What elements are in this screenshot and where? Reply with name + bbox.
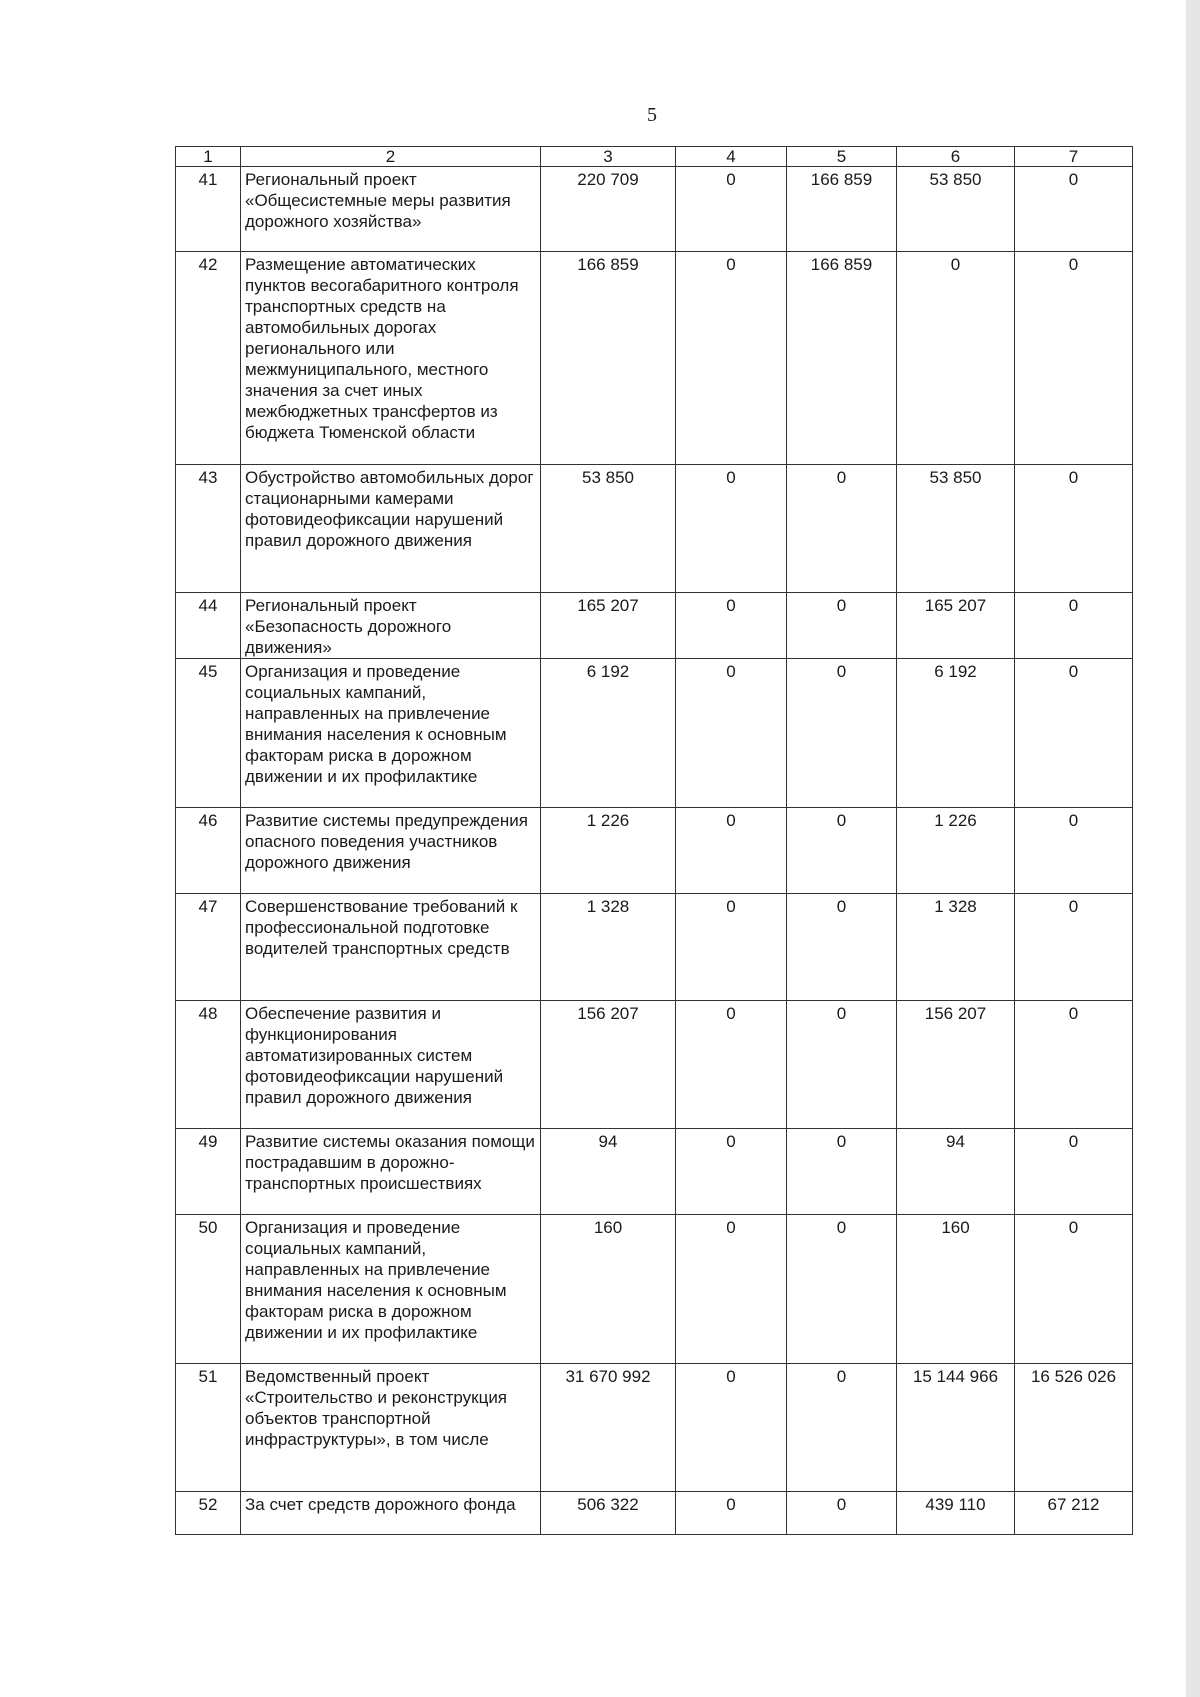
- cell-col5: 0: [787, 659, 897, 808]
- budget-table: [175, 146, 1133, 1535]
- table-row: [176, 167, 1133, 252]
- cell-col4: 0: [676, 465, 787, 593]
- cell-col7: 0: [1015, 252, 1133, 465]
- cell-col6: 53 850: [897, 167, 1015, 252]
- cell-col7: 0: [1015, 1129, 1133, 1215]
- cell-col4: 0: [676, 1364, 787, 1492]
- cell-col7: 0: [1015, 465, 1133, 593]
- cell-col3: 166 859: [541, 252, 676, 465]
- table-row: [176, 1129, 1133, 1215]
- row-number: 42: [176, 252, 241, 465]
- row-number: 50: [176, 1215, 241, 1364]
- cell-col7: 0: [1015, 808, 1133, 894]
- cell-col4: 0: [676, 808, 787, 894]
- cell-col5: 0: [787, 1492, 897, 1535]
- column-header: 4: [676, 147, 787, 167]
- cell-col3: 31 670 992: [541, 1364, 676, 1492]
- column-header: 7: [1015, 147, 1133, 167]
- table-row: [176, 1001, 1133, 1129]
- cell-col4: 0: [676, 1129, 787, 1215]
- column-header: 3: [541, 147, 676, 167]
- cell-col6: 6 192: [897, 659, 1015, 808]
- cell-col6: 94: [897, 1129, 1015, 1215]
- cell-col3: 1 328: [541, 894, 676, 1001]
- row-number: 51: [176, 1364, 241, 1492]
- row-number: 45: [176, 659, 241, 808]
- table-row: [176, 808, 1133, 894]
- cell-col6: 156 207: [897, 1001, 1015, 1129]
- row-title: Региональный проект «Безопасность дорожного движения»: [241, 593, 541, 659]
- row-number: 43: [176, 465, 241, 593]
- cell-col6: 0: [897, 252, 1015, 465]
- row-title: Совершенствование требований к профессиональной подготовке водителей транспортных средств: [241, 894, 541, 1001]
- row-number: 48: [176, 1001, 241, 1129]
- row-number: 49: [176, 1129, 241, 1215]
- cell-col7: 0: [1015, 659, 1133, 808]
- cell-col5: 0: [787, 1215, 897, 1364]
- cell-col7: 0: [1015, 894, 1133, 1001]
- cell-col4: 0: [676, 1215, 787, 1364]
- row-title: Обеспечение развития и функционирования автоматизированных систем фотовидеофиксации нарушений правил дорожного движения: [241, 1001, 541, 1129]
- cell-col4: 0: [676, 894, 787, 1001]
- cell-col3: 1 226: [541, 808, 676, 894]
- cell-col3: 94: [541, 1129, 676, 1215]
- cell-col5: 166 859: [787, 167, 897, 252]
- column-header: 1: [176, 147, 241, 167]
- cell-col4: 0: [676, 167, 787, 252]
- row-title: Ведомственный проект «Строительство и реконструкция объектов транспортной инфраструктуры», в том числе: [241, 1364, 541, 1492]
- cell-col7: 0: [1015, 593, 1133, 659]
- cell-col5: 0: [787, 808, 897, 894]
- header-row: [176, 147, 1133, 167]
- row-number: 47: [176, 894, 241, 1001]
- cell-col3: 165 207: [541, 593, 676, 659]
- cell-col4: 0: [676, 1001, 787, 1129]
- row-title: Организация и проведение социальных кампаний, направленных на привлечение внимания населения к основным факторам риска в дорожном движении и их профилактике: [241, 659, 541, 808]
- cell-col6: 53 850: [897, 465, 1015, 593]
- cell-col3: 53 850: [541, 465, 676, 593]
- table-row: [176, 1215, 1133, 1364]
- table-row: [176, 659, 1133, 808]
- row-title: Развитие системы предупреждения опасного поведения участников дорожного движения: [241, 808, 541, 894]
- cell-col5: 0: [787, 1001, 897, 1129]
- row-number: 46: [176, 808, 241, 894]
- cell-col4: 0: [676, 659, 787, 808]
- cell-col7: 0: [1015, 167, 1133, 252]
- cell-col4: 0: [676, 1492, 787, 1535]
- cell-col3: 156 207: [541, 1001, 676, 1129]
- column-header: 2: [241, 147, 541, 167]
- page-number: 5: [647, 104, 657, 126]
- cell-col6: 1 328: [897, 894, 1015, 1001]
- cell-col7: 0: [1015, 1215, 1133, 1364]
- table-row: [176, 1492, 1133, 1535]
- cell-col7: 16 526 026: [1015, 1364, 1133, 1492]
- column-header: 5: [787, 147, 897, 167]
- cell-col6: 439 110: [897, 1492, 1015, 1535]
- cell-col6: 160: [897, 1215, 1015, 1364]
- cell-col5: 0: [787, 465, 897, 593]
- cell-col5: 0: [787, 593, 897, 659]
- row-title: Организация и проведение социальных кампаний, направленных на привлечение внимания населения к основным факторам риска в дорожном движении и их профилактике: [241, 1215, 541, 1364]
- row-number: 41: [176, 167, 241, 252]
- row-title: Размещение автоматических пунктов весогабаритного контроля транспортных средств на автомобильных дорогах регионального или межмуниципального, местного значения за счет иных межбюджетных трансфертов из бюджета Тюменской области: [241, 252, 541, 465]
- cell-col5: 0: [787, 1129, 897, 1215]
- cell-col3: 160: [541, 1215, 676, 1364]
- table-row: [176, 252, 1133, 465]
- row-number: 52: [176, 1492, 241, 1535]
- table-row: [176, 465, 1133, 593]
- cell-col6: 1 226: [897, 808, 1015, 894]
- scan-edge-shade: [1186, 0, 1200, 1697]
- cell-col5: 0: [787, 894, 897, 1001]
- cell-col7: 0: [1015, 1001, 1133, 1129]
- cell-col6: 165 207: [897, 593, 1015, 659]
- row-title: Региональный проект «Общесистемные меры развития дорожного хозяйства»: [241, 167, 541, 252]
- row-title: За счет средств дорожного фонда: [241, 1492, 541, 1535]
- cell-col6: 15 144 966: [897, 1364, 1015, 1492]
- table-row: [176, 593, 1133, 659]
- cell-col5: 166 859: [787, 252, 897, 465]
- row-number: 44: [176, 593, 241, 659]
- row-title: Развитие системы оказания помощи пострадавшим в дорожно-транспортных происшествиях: [241, 1129, 541, 1215]
- table-row: [176, 894, 1133, 1001]
- cell-col5: 0: [787, 1364, 897, 1492]
- cell-col4: 0: [676, 593, 787, 659]
- row-title: Обустройство автомобильных дорог стационарными камерами фотовидеофиксации нарушений правил дорожного движения: [241, 465, 541, 593]
- table-row: [176, 1364, 1133, 1492]
- cell-col4: 0: [676, 252, 787, 465]
- cell-col7: 67 212: [1015, 1492, 1133, 1535]
- column-header: 6: [897, 147, 1015, 167]
- cell-col3: 506 322: [541, 1492, 676, 1535]
- cell-col3: 6 192: [541, 659, 676, 808]
- cell-col3: 220 709: [541, 167, 676, 252]
